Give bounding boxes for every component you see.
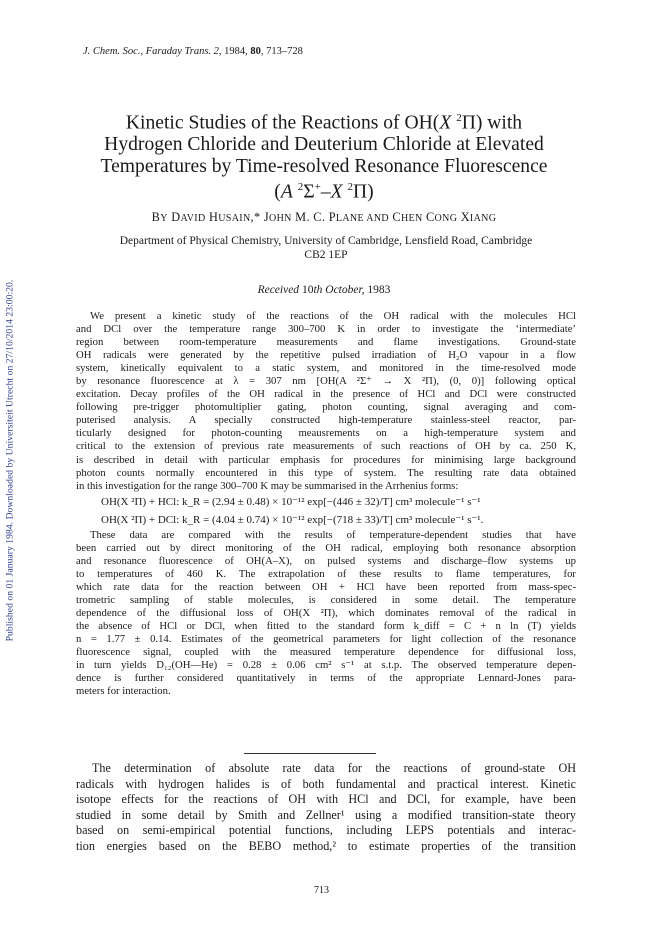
abstract-line: is described in detail with particular emphasis for procedures for minimising large background: [76, 453, 576, 466]
abstract-line: and DCl over the temperature range 300–700 K in order to investigate the ‘intermediate’: [76, 323, 576, 336]
abstract-line: OH radicals were generated by the repetitive pulsed irradiation of H₂O vapour in a flow: [76, 349, 576, 362]
page-number: 713: [314, 885, 329, 896]
affiliation-line: Department of Physical Chemistry, University of Cambridge, Lensfield Road, Cambridge: [119, 235, 533, 247]
abstract-line: dence is further considered quantitatively in terms of the appropriate Lennard-Jones para-: [76, 672, 576, 685]
abstract-line: by resonance fluorescence at λ = 307 nm [OH(A ²Σ⁺ → X ²Π), (0, 0)] following optical: [76, 375, 576, 388]
title-line: Kinetic Studies of the Reactions of OH(X $^2$Π) with: [125, 112, 523, 134]
abstract-line: ticularly designed for photon-counting meausrements on a high-temperature system and: [76, 427, 576, 440]
abstract-line: region between room-temperature measurements and flame investigations. Ground-state: [76, 336, 576, 349]
abstract-line: in turn yields D₁₂(OH—He) = 0.28 ± 0.06 cm² s⁻¹ at s.t.p. The observed temperature depen-: [76, 659, 576, 672]
affiliation: [76, 234, 576, 262]
abstract-line: photon counts normally encountered in this type of system. The resulting rate data obtained: [76, 466, 576, 479]
journal-reference: J. Chem. Soc., Faraday Trans. 2, 1984, 80, 713–728: [83, 46, 303, 57]
abstract-line: been carried out by direct monitoring of the OH radical, employing both resonance absorption: [76, 541, 576, 554]
title-line: Temperatures by Time-resolved Resonance Fluorescence: [100, 155, 548, 177]
abstract-line: in this investigation for the range 300–700 K may be summarised in the Arrhenius forms:: [76, 479, 459, 492]
body-line: The determination of absolute rate data for the reactions of ground-state OH: [92, 761, 576, 775]
introduction-text: [76, 761, 576, 854]
journal-name: J. Chem. Soc., Faraday Trans. 2,: [83, 46, 222, 57]
abstract-line: critical to the extension of previous rate measurements of such reactions of OH by ca. 250 K,: [76, 440, 576, 453]
abstract-line: We present a kinetic study of the reactions of the OH radical with the molecules HCl: [90, 310, 576, 322]
abstract-line: meters for interaction.: [76, 685, 171, 698]
received-date: Received 10th October, 1983: [257, 284, 391, 296]
abstract-line: These data are compared with the results of temperature-dependent studies that have: [90, 528, 576, 541]
abstract-line: the absence of HCl or DCl, when fitted to the standard form k_diff = C + n ln (T) yields: [76, 619, 576, 632]
body-line: radicals with hydrogen halides is of both fundamental and practical interest. Kinetic: [76, 776, 576, 791]
affiliation-line: CB2 1EP: [304, 249, 348, 261]
download-watermark-text: Published on 01 January 1984. Downloaded by Universiteit Utrecht on 27/10/2014 23:00:20.: [4, 279, 16, 641]
author-list: BY DAVID HUSAIN,* JOHN M. C. PLANE AND CHEN CONG XIANG: [151, 210, 497, 224]
title-line: Hydrogen Chloride and Deuterium Chloride at Elevated: [104, 134, 544, 156]
section-divider: [244, 753, 376, 754]
abstract-line: n = 1.77 ± 0.14. Estimates of the geometrical parameters for light collection of the resonance: [76, 633, 576, 646]
abstract-line: which rate data for the reaction between OH + HCl have been reported from mass-spec-: [76, 580, 576, 593]
title-line: (A $^2$Σ+–X $^2$Π): [274, 181, 374, 203]
arrhenius-equation-hcl: OH(X ²Π) + HCl: k_R = (2.94 ± 0.48) × 10⁻¹² exp[−(446 ± 32)/T] cm³ molecule⁻¹ s⁻¹: [101, 495, 481, 508]
abstract-line: excitation. Decay profiles of the OH radical in the presence of HCl and DCl were constructed: [76, 388, 576, 401]
article-title: [60, 108, 588, 203]
abstract-line: dependence of the diffusional loss of OH(X ²Π), which dominates removal of the radical in: [76, 606, 576, 619]
abstract-line: and resonance fluorescence of OH(A–X), on pulsed systems and discharge–flow systems up: [76, 554, 576, 567]
body-line: isotope effects for the reactions of OH with HCl and DCl, for example, have been: [76, 792, 576, 806]
abstract-line: puterised analysis. A specially constructed high-temperature stainless-steel reactor, par-: [76, 414, 576, 427]
arrhenius-equation-dcl: OH(X ²Π) + DCl: k_R = (4.04 ± 0.74) × 10⁻¹² exp[−(718 ± 33)/T] cm³ molecule⁻¹ s⁻¹.: [101, 513, 484, 526]
abstract-line: following pre-trigger photomultiplier gating, photon counting, signal averaging and com-: [76, 401, 576, 414]
abstract-line: to temperatures of 460 K. The extrapolation of these results to flame temperatures, for: [76, 567, 576, 580]
download-watermark: [1, 175, 19, 745]
body-line: based on semi-empirical potential functions, including LEPS potentials and interac-: [76, 823, 576, 837]
volume-number: 80: [250, 46, 261, 57]
body-line: studied in some detail by Smith and Zellner¹ using a modified transition-state theory: [76, 807, 576, 822]
abstract-line: fluorescence signal, coupled with the measured temperature dependence for diffusional loss,: [76, 646, 576, 659]
abstract-line: trometric sampling of stable molecules, is considered in some detail. The temperature: [76, 593, 576, 606]
abstract-line: system, kinetically equivalent to a static system, and monitored in the time-resolved mode: [76, 362, 576, 375]
body-line: tion energies based on the BEBO method,² to estimate properties of the transition: [76, 838, 576, 853]
abstract: [76, 310, 576, 698]
